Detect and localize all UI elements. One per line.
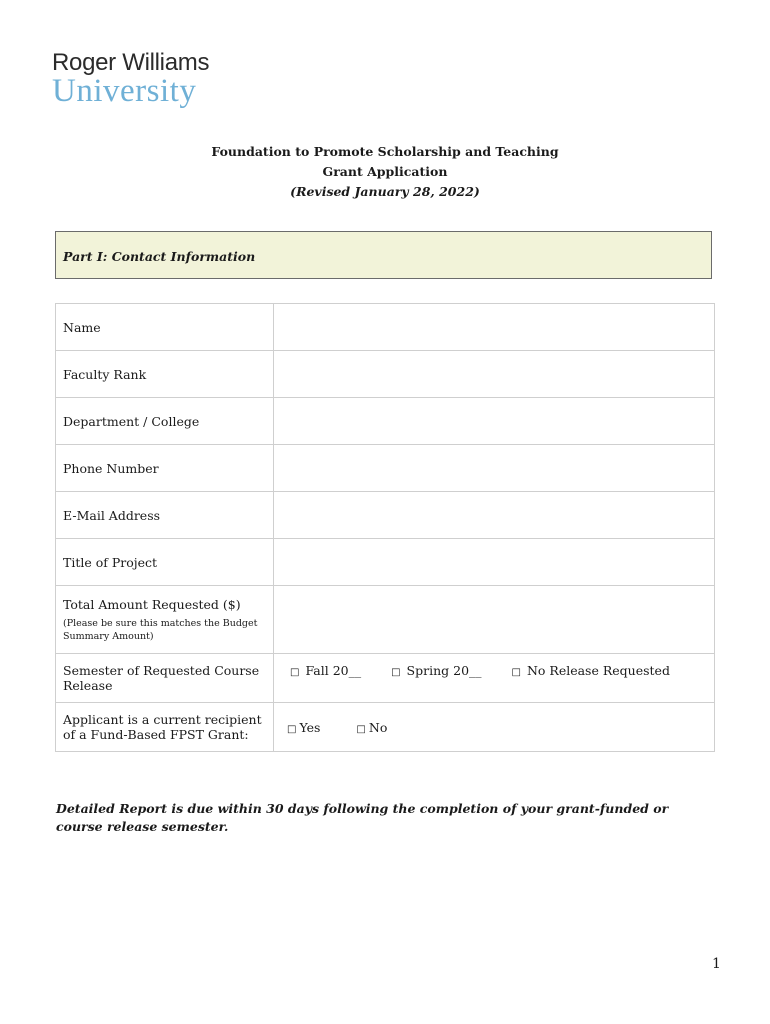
input-email[interactable] bbox=[274, 492, 715, 539]
input-name[interactable] bbox=[274, 304, 715, 351]
label-amount-text: Total Amount Requested ($) bbox=[63, 596, 241, 612]
university-logo bbox=[52, 49, 210, 109]
label-name: Name bbox=[56, 304, 274, 351]
option-fall[interactable] bbox=[290, 663, 361, 678]
option-no-release-label: No Release Requested bbox=[526, 663, 670, 678]
logo-line-roger-williams: Roger Williams bbox=[52, 49, 210, 76]
label-email: E-Mail Address bbox=[56, 492, 274, 539]
option-yes-label: Yes bbox=[299, 719, 321, 735]
row-name bbox=[56, 304, 715, 351]
row-faculty-rank bbox=[56, 351, 715, 398]
row-amount bbox=[56, 586, 715, 654]
checkbox-spring-icon[interactable]: □ bbox=[391, 667, 401, 678]
document-subtitle: Grant Application bbox=[322, 164, 448, 179]
input-amount[interactable] bbox=[274, 586, 715, 654]
input-faculty-rank[interactable] bbox=[274, 351, 715, 398]
row-phone bbox=[56, 445, 715, 492]
input-project-title[interactable] bbox=[274, 539, 715, 586]
input-department[interactable] bbox=[274, 398, 715, 445]
row-semester bbox=[56, 654, 715, 703]
logo-line-university: University bbox=[52, 73, 197, 109]
semester-options bbox=[274, 654, 715, 703]
page-number: 1 bbox=[712, 956, 721, 972]
label-faculty-rank: Faculty Rank bbox=[56, 351, 274, 398]
input-phone[interactable] bbox=[274, 445, 715, 492]
row-department bbox=[56, 398, 715, 445]
contact-table bbox=[55, 303, 715, 752]
option-no-label: No bbox=[368, 719, 388, 735]
checkbox-yes-icon[interactable]: □ bbox=[287, 723, 297, 735]
recipient-options bbox=[274, 703, 715, 752]
row-recipient bbox=[56, 703, 715, 752]
option-no-release[interactable] bbox=[512, 663, 670, 678]
label-amount bbox=[56, 586, 274, 654]
option-spring-label: Spring 20__ bbox=[406, 663, 482, 678]
section-header-contact bbox=[55, 231, 712, 279]
checkbox-no-release-icon[interactable]: □ bbox=[511, 667, 521, 678]
label-phone: Phone Number bbox=[56, 445, 274, 492]
label-recipient: Applicant is a current recipient of a Fund-Based FPST Grant: bbox=[56, 703, 274, 752]
section-title: Part I: Contact Information bbox=[63, 249, 256, 264]
label-department: Department / College bbox=[56, 398, 274, 445]
checkbox-fall-icon[interactable]: □ bbox=[290, 667, 300, 678]
option-fall-label: Fall 20__ bbox=[305, 663, 362, 678]
label-semester: Semester of Requested Course Release bbox=[56, 654, 274, 703]
revision-date: (Revised January 28, 2022) bbox=[290, 184, 480, 199]
document-heading bbox=[0, 142, 770, 202]
report-due-note: Detailed Report is due within 30 days following the completion of your grant-funded or course release semester. bbox=[56, 801, 669, 834]
option-no[interactable] bbox=[356, 720, 387, 735]
amount-note: (Please be sure this matches the Budget Summary Amount) bbox=[63, 617, 258, 642]
row-project-title bbox=[56, 539, 715, 586]
row-email bbox=[56, 492, 715, 539]
option-spring[interactable] bbox=[391, 663, 481, 678]
label-project-title: Title of Project bbox=[56, 539, 274, 586]
document-title: Foundation to Promote Scholarship and Teaching bbox=[211, 144, 559, 159]
option-yes[interactable] bbox=[287, 720, 320, 735]
checkbox-no-icon[interactable]: □ bbox=[356, 723, 366, 735]
